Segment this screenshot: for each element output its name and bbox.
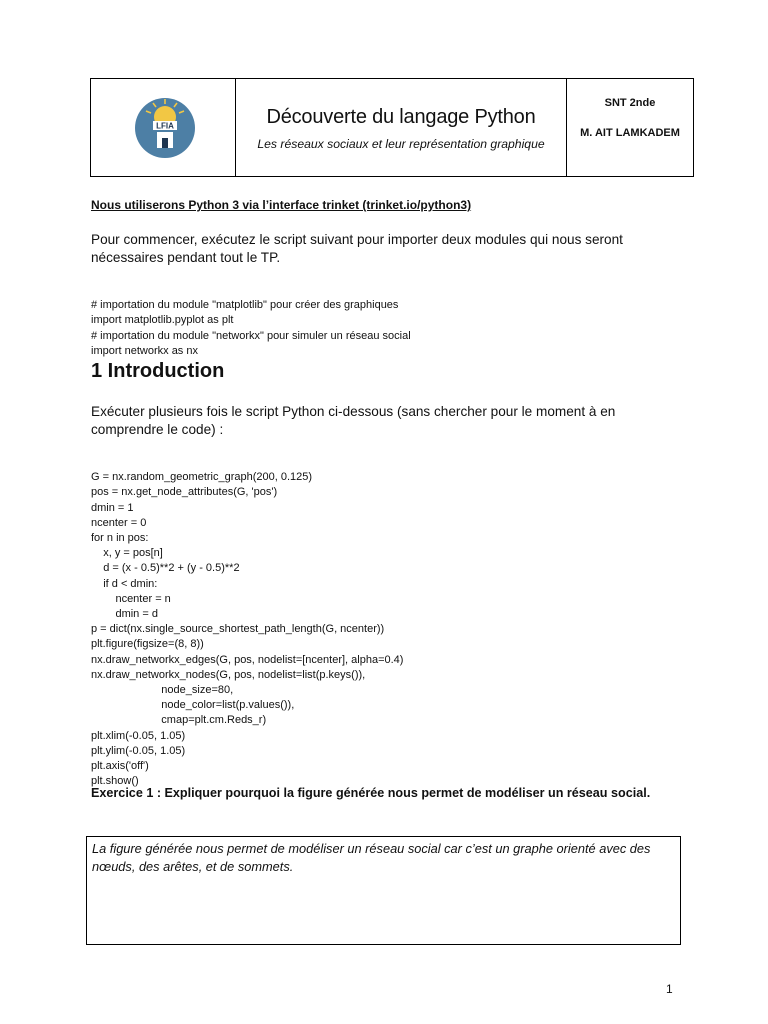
- code-line: node_color=list(p.values()),: [91, 699, 295, 712]
- code-line: ncenter = n: [91, 592, 171, 605]
- code-line: import networkx as nx: [91, 344, 198, 357]
- code-line: nx.draw_networkx_edges(G, pos, nodelist=[ncenter], alpha=0.4): [91, 653, 404, 666]
- meta-cell: [567, 79, 693, 176]
- header-table: [90, 78, 694, 177]
- code-line: d = (x - 0.5)**2 + (y - 0.5)**2: [91, 562, 240, 575]
- teacher-name: M. AIT LAMKADEM: [580, 127, 680, 139]
- answer-text: La figure générée nous permet de modéliser un réseau social car c’est un graphe orienté avec des nœuds, des arêtes, et de sommets.: [92, 841, 651, 874]
- section-paragraph: Exécuter plusieurs fois le script Python ci-dessous (sans chercher pour le moment à en comprendre le code) :: [91, 404, 616, 437]
- intro-paragraph: Pour commencer, exécutez le script suivant pour importer deux modules qui nous seront nécessaires pendant tout le TP.: [91, 232, 623, 265]
- code-line: node_size=80,: [91, 684, 234, 697]
- code-line: dmin = d: [91, 608, 158, 621]
- code-line: x, y = pos[n]: [91, 547, 163, 560]
- code-line: dmin = 1: [91, 501, 134, 514]
- code-line: plt.ylim(-0.05, 1.05): [91, 744, 186, 757]
- code-line: G = nx.random_geometric_graph(200, 0.125): [91, 471, 313, 484]
- code-line: plt.xlim(-0.05, 1.05): [91, 729, 186, 742]
- school-logo: [133, 95, 197, 159]
- page-number: 1: [666, 982, 673, 996]
- code-line: plt.figure(figsize=(8, 8)): [91, 638, 204, 651]
- code-line: plt.axis('off'): [91, 760, 149, 773]
- document-subtitle: Les réseaux sociaux et leur représentation graphique: [257, 137, 545, 151]
- class-label: SNT 2nde: [604, 97, 656, 109]
- logo-text: LFIA: [156, 121, 174, 131]
- code-line: cmap=plt.cm.Reds_r): [91, 714, 267, 727]
- code-line: nx.draw_networkx_nodes(G, pos, nodelist=list(p.keys()),: [91, 668, 366, 681]
- section-title: 1 Introduction: [91, 360, 225, 382]
- code-line: if d < dmin:: [91, 577, 158, 590]
- import-code-block: [91, 283, 411, 359]
- code-line: p = dict(nx.single_source_shortest_path_length(G, ncenter)): [91, 623, 385, 636]
- intro-heading: Nous utiliserons Python 3 via l’interface trinket (trinket.io/python3): [91, 198, 472, 212]
- logo-cell: [91, 79, 236, 176]
- code-line: # importation du module "matplotlib" pour créer des graphiques: [91, 299, 399, 312]
- code-line: plt.show(): [91, 775, 139, 788]
- code-line: import matplotlib.pyplot as plt: [91, 314, 234, 327]
- exercise-prompt: Exercice 1 : Expliquer pourquoi la figure générée nous permet de modéliser un réseau social.: [91, 786, 651, 800]
- code-line: pos = nx.get_node_attributes(G, 'pos'): [91, 486, 278, 499]
- code-line: ncenter = 0: [91, 516, 147, 529]
- document-title: Découverte du langage Python: [266, 106, 536, 128]
- title-cell: [236, 79, 567, 176]
- code-line: for n in pos:: [91, 532, 149, 545]
- answer-box: [86, 836, 681, 945]
- code-line: # importation du module "networkx" pour simuler un réseau social: [91, 329, 411, 342]
- script-code-block: [91, 455, 403, 789]
